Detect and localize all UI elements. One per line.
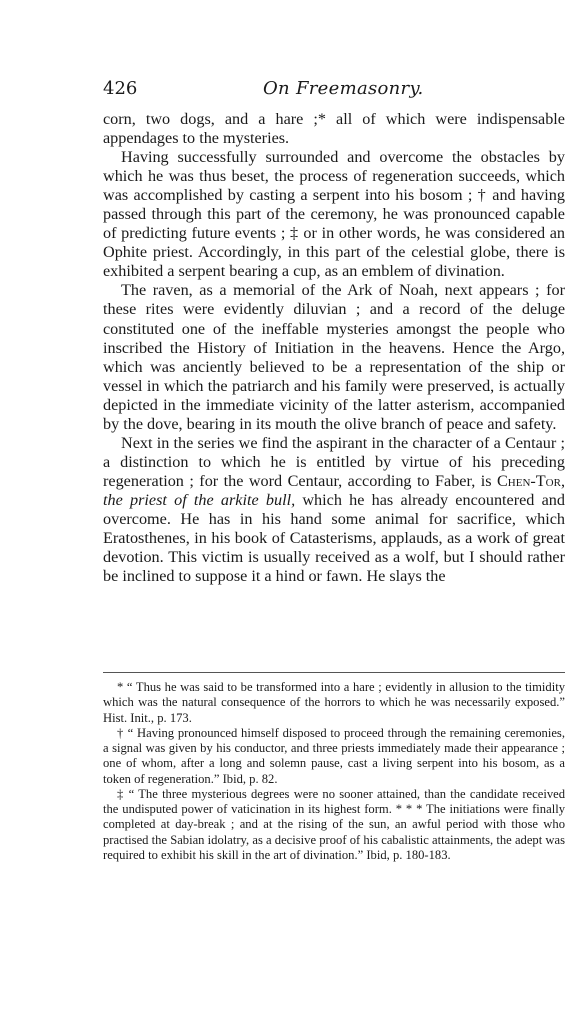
arkite-bull-phrase: the priest of the arkite bull, — [103, 490, 296, 509]
footnote-double-dagger: ‡ “ The three mysterious degrees were no sooner attained, than the candidate received the undisputed power of vaticination in its highest form. * * * The initiations were finally completed at day-break ; and at the rising of the sun, an awful period with those who practised the Sabian idolatry, as a decisive proof of his cabalistic attainments, the adept was required to exhibit his skill in the art of divination.” Ibid, p. 180-183. — [103, 786, 565, 862]
footnote-asterisk: * “ Thus he was said to be transformed into a hare ; evidently in allusion to the timidity which was the natural consequence of the horrors to which he was necessarily exposed.” Hist. Init., p. 173. — [103, 680, 565, 725]
page-number: 426 — [103, 78, 138, 99]
footnote-divider — [103, 672, 565, 673]
paragraph-3: The raven, as a memorial of the Ark of Noah, next appears ; for these rites were evidently diluvian ; and a record of the deluge constituted one of the ineffable mysteries amongst the people who inscribed the History of Initiation in the heavens. Hence the Argo, which was anciently believed to be a representation of the ship or vessel in which the patriarch and his family were preserved, is actually depicted in the immediate vicinity of the latter asterism, accompanied by the dove, bearing in its mouth the olive branch of peace and safety. — [103, 281, 565, 433]
paragraph-4-start: Next in the series we find the aspirant in the character of a Centaur ; a distinction to which he is entitled by virtue of his preceding regeneration ; for the word Centaur, according to Faber, is — [103, 433, 565, 490]
running-title: On Freemasonry. — [263, 78, 424, 99]
paragraph-2: Having successfully surrounded and overcome the obstacles by which he was thus beset, the process of regeneration succeeds, which was accomplished by casting a serpent into his bosom ; † and having passed through this part of the ceremony, he was pronounced capable of predicting future events ; ‡ or in other words, he was considered an Ophite priest. Accordingly, in this part of the celestial globe, there is exhibited a serpent bearing a cup, as an emblem of divination. — [103, 148, 565, 281]
footnotes — [103, 680, 565, 863]
main-text — [103, 110, 565, 586]
chen-tor-term: Chen-Tor, — [496, 471, 565, 490]
paragraph-1: corn, two dogs, and a hare ;* all of which were indispensable appendages to the mysteries. — [103, 110, 565, 148]
paragraph-4 — [103, 434, 565, 586]
paragraph-4-end: which he has already encountered and overcome. He has in his hand some animal for sacrifice, which Eratosthenes, in his book of Catasterisms, applauds, as a work of great devotion. This victim is usually received as a wolf, but I should rather be inclined to suppose it a hind or fawn. He slays the — [103, 490, 565, 586]
running-header — [103, 78, 565, 102]
footnote-dagger: † “ Having pronounced himself disposed to proceed through the remaining ceremonies, a signal was given by his conductor, and three priests immediately made their appearance ; one of whom, after a long and solemn pause, cast a living serpent into his bosom, as a token of regeneration.” Ibid, p. 82. — [103, 725, 565, 786]
